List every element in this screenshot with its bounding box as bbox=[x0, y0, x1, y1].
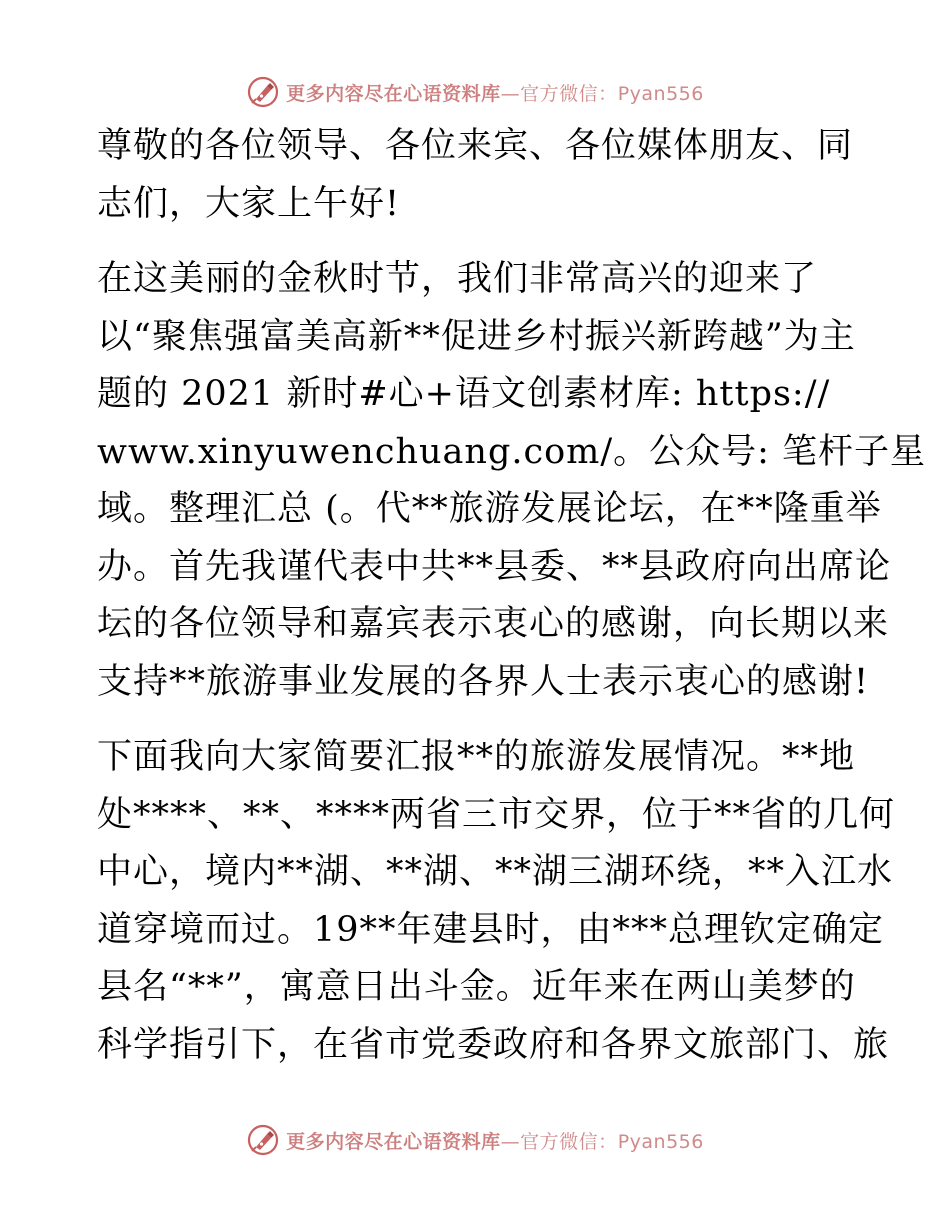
header-banner-inner bbox=[246, 75, 704, 109]
text-line: 域。整理汇总 (。代**旅游发展论坛，在**隆重举 bbox=[97, 489, 882, 529]
header-banner-main: 更多内容尽在心语资料库 bbox=[286, 82, 501, 105]
header-banner-text bbox=[286, 79, 704, 106]
header-banner-id: Pyan556 bbox=[617, 82, 704, 105]
header-banner-tail: 官方微信： bbox=[520, 82, 618, 105]
text-line: www.xinyuwenchuang.com/。公众号: 笔杆子星 bbox=[97, 431, 927, 472]
footer-banner-tail: 官方微信： bbox=[520, 1130, 618, 1153]
footer-banner-id: Pyan556 bbox=[617, 1130, 704, 1153]
footer-banner bbox=[0, 1120, 950, 1160]
text-line: 办。首先我谨代表中共**县委、**县政府向出席论 bbox=[97, 546, 892, 587]
text-line: 县名“**”，寓意日出斗金。近年来在两山美梦的 bbox=[97, 967, 856, 1007]
pen-nib-logo-icon bbox=[246, 1123, 280, 1157]
footer-banner-main: 更多内容尽在心语资料库 bbox=[286, 1130, 501, 1153]
pen-nib-logo-icon bbox=[246, 75, 280, 109]
text-line: 题的 2021 新时#心+语文创素材库: https:// bbox=[97, 374, 831, 414]
text-line: 在这美丽的金秋时节，我们非常高兴的迎来了 bbox=[97, 259, 818, 299]
text-line: 科学指引下，在省市党委政府和各界文旅部门、旅 bbox=[97, 1024, 890, 1065]
text-line: 下面我向大家简要汇报**的旅游发展情况。**地 bbox=[97, 737, 856, 777]
paragraph-greeting bbox=[97, 118, 857, 233]
paragraph-welcome bbox=[97, 251, 927, 711]
text-line: 志们，大家上午好! bbox=[97, 183, 401, 224]
text-line: 坛的各位领导和嘉宾表示衷心的感谢，向长期以来 bbox=[97, 604, 890, 644]
text-line: 处****、**、****两省三市交界，位于**省的几何 bbox=[97, 794, 896, 835]
text-line: 中心，境内**湖、**湖、**湖三湖环绕，**入江水 bbox=[97, 852, 894, 892]
footer-banner-sep: — bbox=[500, 1130, 521, 1153]
text-line: 支持**旅游事业发展的各界人士表示衷心的感谢! bbox=[97, 661, 870, 702]
header-banner bbox=[0, 72, 950, 112]
text-line: 以“聚焦强富美高新**促进乡村振兴新跨越”为主 bbox=[97, 316, 856, 357]
text-line: 道穿境而过。19**年建县时，由***总理钦定确定 bbox=[97, 909, 885, 950]
paragraph-report bbox=[97, 729, 896, 1074]
footer-banner-inner bbox=[246, 1123, 704, 1157]
header-banner-sep: — bbox=[500, 82, 521, 105]
document-body bbox=[97, 118, 927, 1092]
text-line: 尊敬的各位领导、各位来宾、各位媒体朋友、同 bbox=[97, 126, 854, 166]
footer-banner-text bbox=[286, 1127, 704, 1154]
